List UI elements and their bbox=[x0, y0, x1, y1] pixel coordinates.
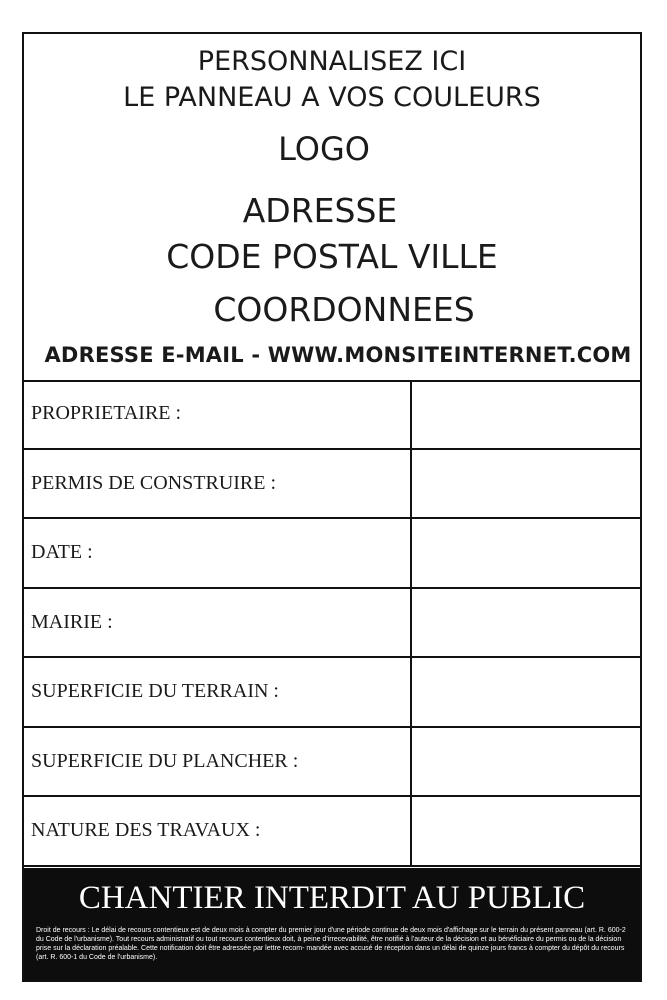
coordinates-text: COORDONNEES bbox=[213, 290, 475, 329]
info-row-owner bbox=[24, 380, 640, 450]
info-row-town-hall bbox=[24, 589, 640, 659]
info-row-label: PROPRIETAIRE : bbox=[31, 402, 182, 425]
info-row-label: SUPERFICIE DU PLANCHER : bbox=[31, 749, 299, 772]
legal-notice-text: Droit de recours : Le délai de recours contentieux est de deux mois à compter du premier jour d'une période continue de deux mois d'affichage sur le terrain du présent panneau (art. R. 600-2 du Code de l'urbanisme). Tout recours administratif ou tout recours contentieux doit, à peine d'irrecevabilité, être notifié à l'auteur de la décision et au bénéficiaire du permis ou de la décision prise sur la déclaration préalable. Cette notification doit être adressée par lettre recom- mandée avec accusé de réception dans un délai de quinze jours francs à compter du dépôt du recours (art. R. 600-1 du Code de l'urbanisme). bbox=[36, 927, 626, 961]
postal-city-text: CODE POSTAL VILLE bbox=[166, 237, 498, 276]
info-row-value bbox=[410, 658, 640, 726]
email-website-text: ADRESSE E-MAIL - WWW.MONSITEINTERNET.COM bbox=[44, 343, 632, 367]
info-row-value bbox=[410, 797, 640, 865]
info-row-label: MAIRIE : bbox=[31, 610, 113, 633]
sign-footer bbox=[24, 868, 640, 980]
customize-heading-line1: PERSONNALISEZ ICI bbox=[197, 46, 467, 77]
construction-sign-panel bbox=[22, 32, 642, 982]
footer-warning-title: CHANTIER INTERDIT AU PUBLIC bbox=[78, 880, 586, 916]
info-row-label: NATURE DES TRAVAUX : bbox=[31, 819, 261, 842]
info-row-value bbox=[410, 589, 640, 657]
sign-header bbox=[24, 34, 640, 382]
info-row-value bbox=[410, 519, 640, 587]
info-row-date bbox=[24, 519, 640, 589]
info-row-value bbox=[410, 450, 640, 518]
logo-placeholder: LOGO bbox=[278, 130, 370, 168]
info-row-nature-of-works bbox=[24, 797, 640, 867]
info-row-label: SUPERFICIE DU TERRAIN : bbox=[31, 680, 279, 703]
info-row-label: DATE : bbox=[31, 541, 93, 564]
info-table bbox=[24, 380, 640, 867]
customize-heading-line2: LE PANNEAU A VOS COULEURS bbox=[123, 82, 541, 113]
info-row-floor-area bbox=[24, 728, 640, 798]
info-row-building-permit bbox=[24, 450, 640, 520]
address-text: ADRESSE bbox=[242, 191, 398, 230]
info-row-label: PERMIS DE CONSTRUIRE : bbox=[31, 471, 277, 494]
info-row-value bbox=[410, 380, 640, 448]
info-row-value bbox=[410, 728, 640, 796]
info-row-land-area bbox=[24, 658, 640, 728]
